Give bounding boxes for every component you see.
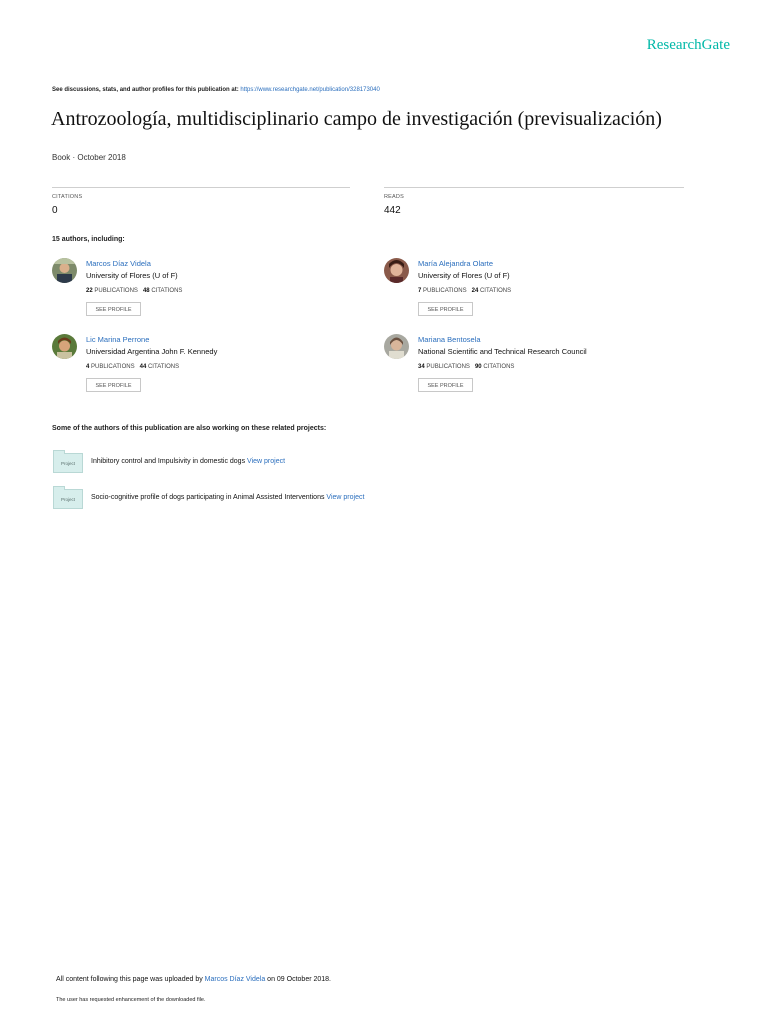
citation-count: 90 — [474, 364, 482, 370]
citations-label: CITATIONS — [147, 364, 180, 370]
publication-count: 22 — [86, 288, 93, 294]
author-stats — [86, 364, 179, 370]
view-project-link[interactable]: View project — [326, 494, 365, 501]
citations-label: CITATIONS — [479, 288, 512, 294]
author-card — [52, 258, 372, 328]
publications-label: PUBLICATIONS — [426, 364, 470, 370]
author-card — [52, 334, 372, 404]
view-project-link[interactable]: View project — [247, 458, 286, 465]
author-affiliation: University of Flores (U of F) — [418, 271, 510, 280]
upload-notice — [56, 976, 331, 983]
author-stats — [86, 288, 182, 294]
researchgate-logo[interactable]: ResearchGate — [646, 37, 730, 53]
citation-count: 24 — [471, 288, 479, 294]
see-profile-button[interactable]: SEE PROFILE — [86, 302, 141, 316]
publications-label: PUBLICATIONS — [94, 288, 138, 294]
project-tag: Project — [60, 461, 75, 466]
citation-count: 44 — [139, 364, 147, 370]
authors-heading: 15 authors, including: — [52, 236, 125, 243]
author-avatar[interactable] — [52, 258, 77, 283]
author-name[interactable]: Mariana Bentosela — [418, 335, 481, 344]
author-card — [384, 334, 704, 404]
divider-reads — [384, 187, 684, 188]
author-affiliation: National Scientific and Technical Research Council — [418, 347, 587, 356]
author-avatar[interactable] — [384, 258, 409, 283]
related-projects-heading: Some of the authors of this publication are also working on these related projects: — [52, 425, 327, 432]
project-folder-icon — [53, 453, 83, 473]
citations-label: CITATIONS — [483, 364, 515, 370]
publication-count: 7 — [418, 288, 422, 294]
project-text — [91, 494, 364, 501]
project-folder-icon — [53, 489, 83, 509]
discussion-text: See discussions, stats, and author profiles for this publication at: — [52, 87, 241, 93]
publication-url-link[interactable]: https://www.researchgate.net/publication/328173040 — [240, 87, 380, 93]
divider-citations — [52, 187, 350, 188]
publication-count: 4 — [86, 364, 90, 370]
see-profile-button[interactable]: SEE PROFILE — [418, 302, 473, 316]
publications-label: PUBLICATIONS — [91, 364, 135, 370]
author-avatar[interactable] — [384, 334, 409, 359]
project-title: Inhibitory control and Impulsivity in domestic dogs — [91, 458, 248, 465]
author-affiliation: Universidad Argentina John F. Kennedy — [86, 347, 218, 356]
author-card — [384, 258, 704, 328]
project-text — [91, 458, 285, 465]
project-title: Socio-cognitive profile of dogs participating in Animal Assisted Interventions — [91, 494, 327, 501]
citations-label: CITATIONS — [52, 194, 83, 200]
publication-count: 34 — [418, 364, 425, 370]
publication-type-date: Book · October 2018 — [52, 153, 126, 162]
author-name[interactable]: María Alejandra Olarte — [418, 259, 494, 268]
upload-suffix: on 09 October 2018. — [265, 976, 332, 983]
project-item — [53, 453, 503, 475]
see-profile-button[interactable]: SEE PROFILE — [418, 378, 473, 392]
author-stats — [418, 288, 511, 294]
author-affiliation: University of Flores (U of F) — [86, 271, 178, 280]
see-profile-button[interactable]: SEE PROFILE — [86, 378, 141, 392]
citations-label: CITATIONS — [151, 288, 183, 294]
citation-count: 48 — [142, 288, 150, 294]
publication-title: Antrozoología, multidisciplinario campo de investigación (previsualización) — [51, 108, 662, 130]
author-avatar[interactable] — [52, 334, 77, 359]
citations-value: 0 — [52, 205, 58, 216]
upload-prefix: All content following this page was uploaded by — [56, 976, 205, 983]
reads-value: 442 — [384, 205, 401, 216]
project-item — [53, 489, 503, 511]
author-name[interactable]: Marcos Díaz Videla — [86, 259, 151, 268]
project-tag: Project — [60, 497, 75, 502]
enhancement-notice: The user has requested enhancement of the downloaded file. — [56, 997, 206, 1003]
publications-label: PUBLICATIONS — [423, 288, 467, 294]
reads-label: READS — [384, 194, 404, 200]
author-stats — [418, 364, 514, 370]
uploader-link[interactable]: Marcos Díaz Videla — [204, 976, 266, 983]
discussion-line — [52, 87, 380, 93]
author-name[interactable]: Lic Marina Perrone — [86, 335, 150, 344]
